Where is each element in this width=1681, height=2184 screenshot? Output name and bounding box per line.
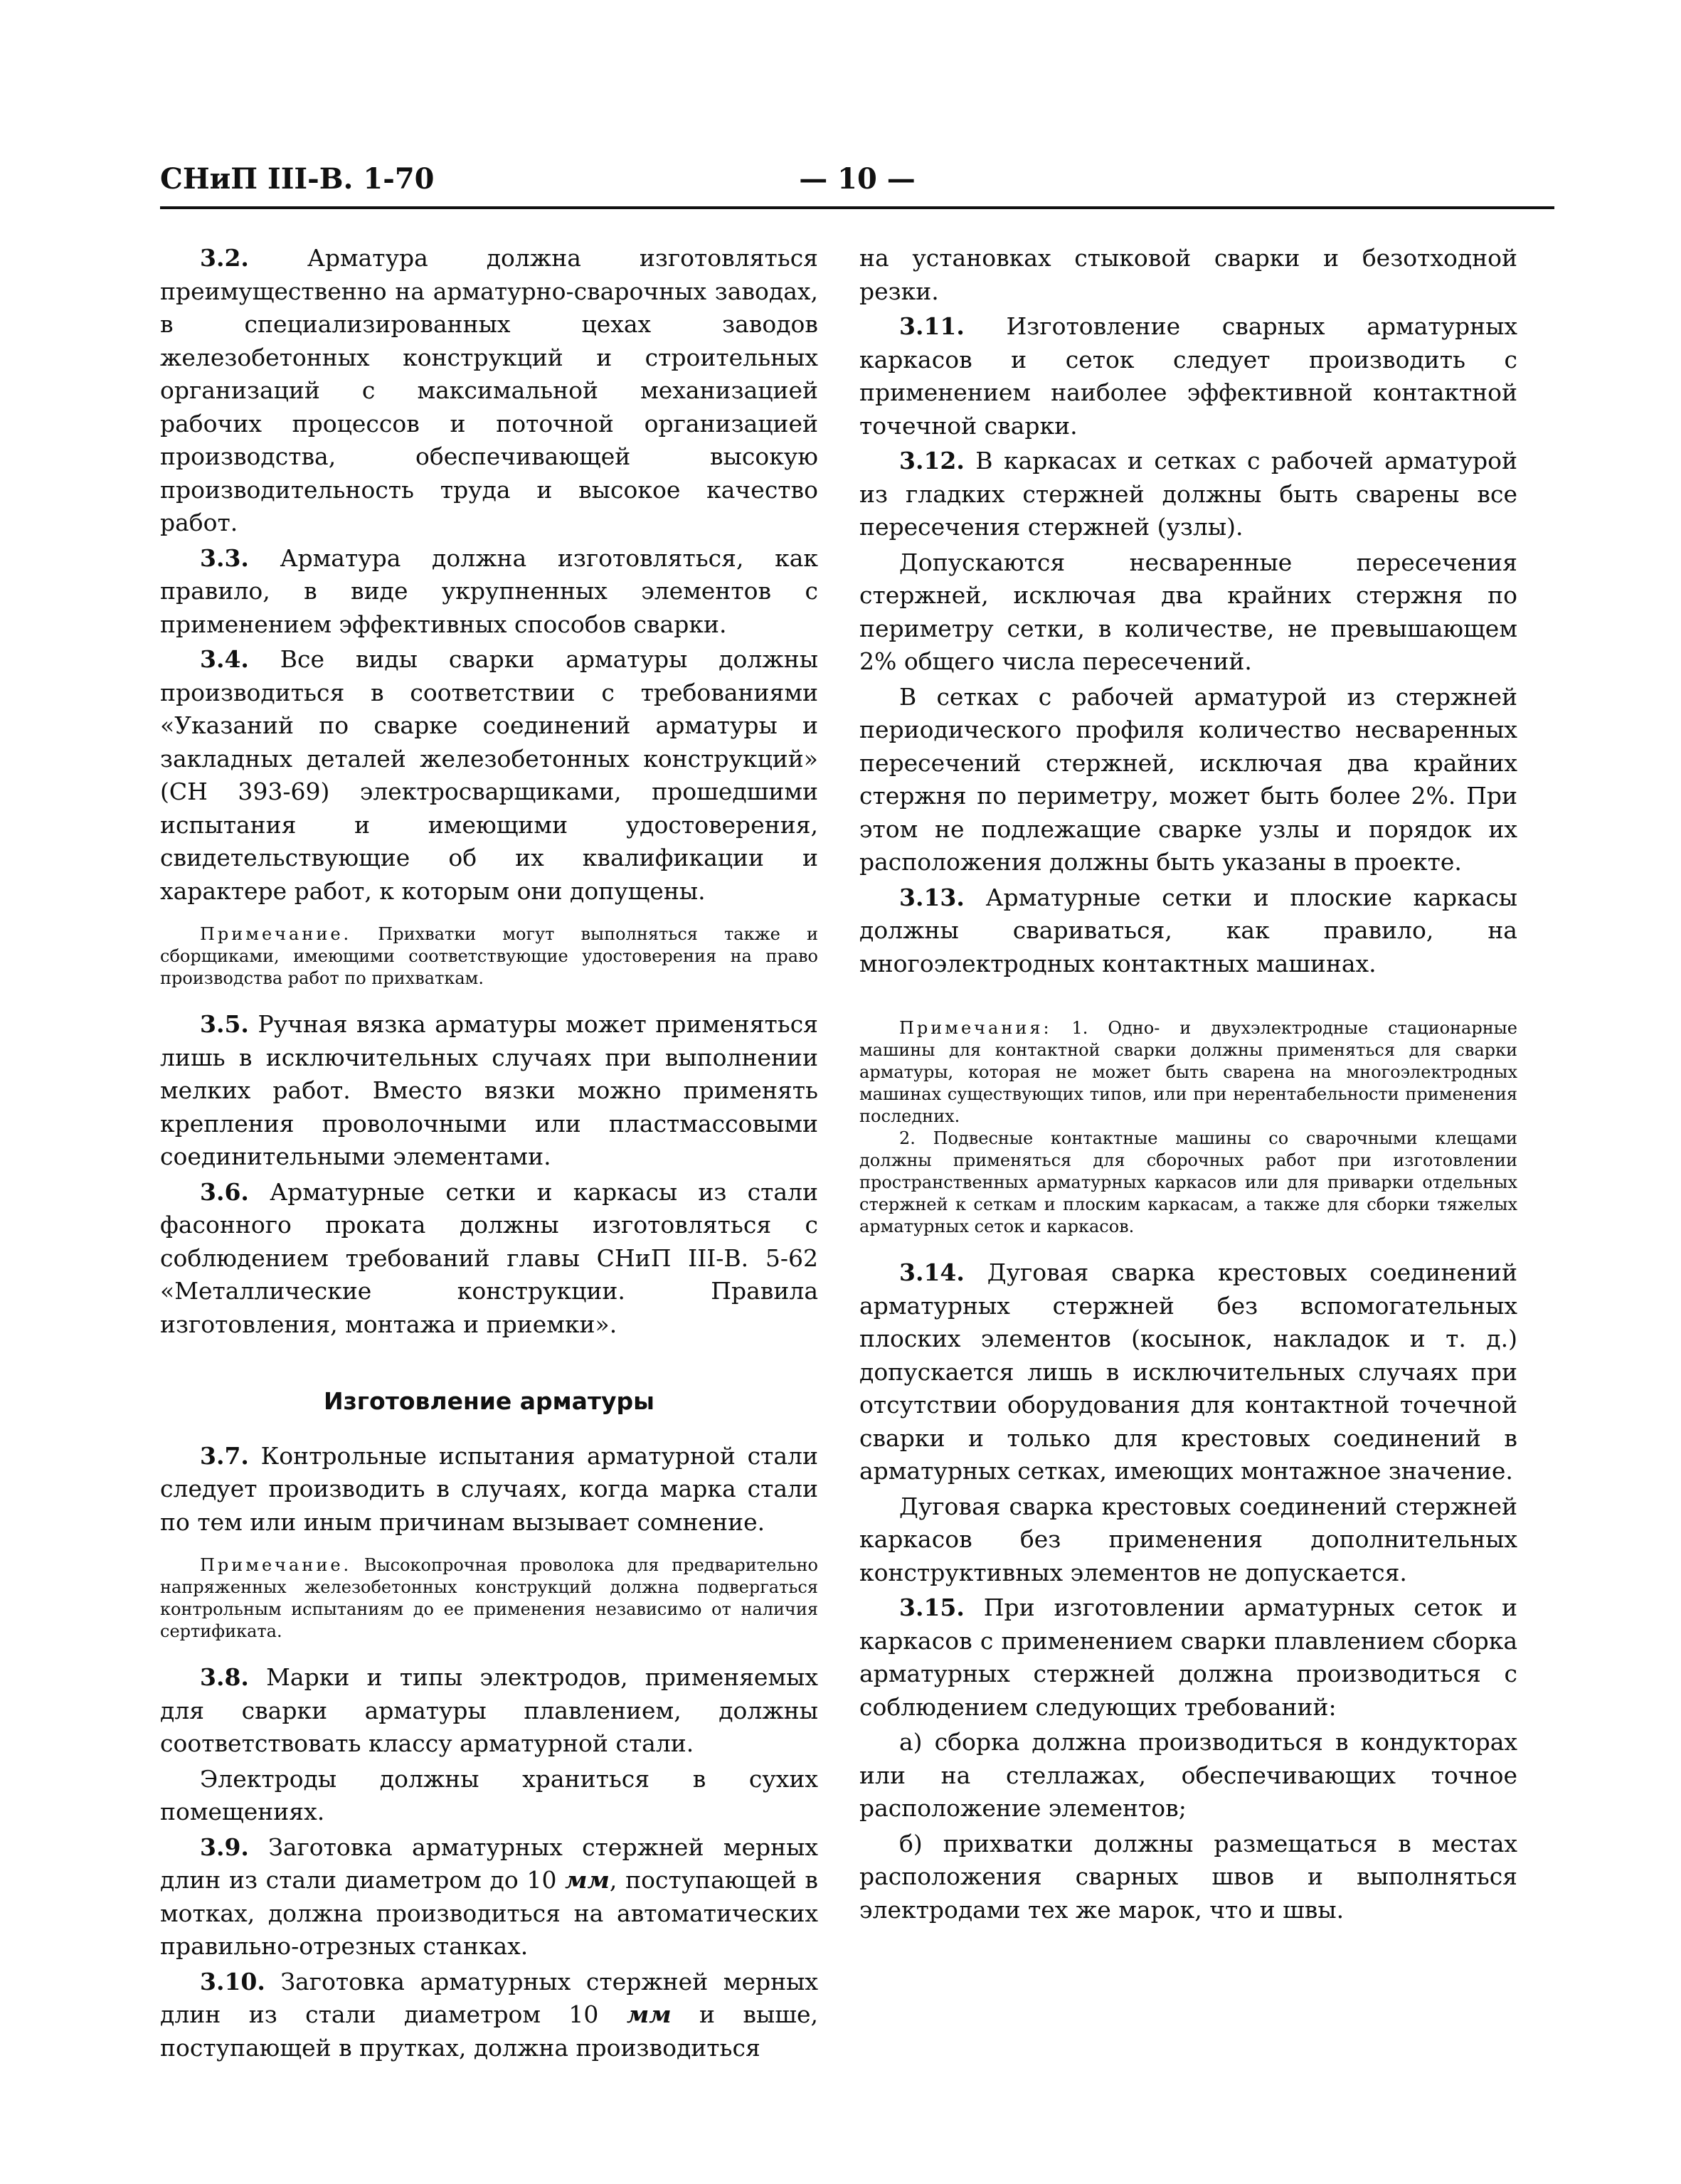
left-column — [160, 242, 818, 2064]
note-3-item-2: 2. Подвесные контактные машины со сварочными клещами должны применяться для сборочных работ при изготовлении пространственных арматурных каркасов или для приварки отдельных стержней к сеткам и плоским каркасам, а также для сборки тяжелых арматурных сеток и каркасов. — [859, 1128, 1517, 1236]
document-code: СНиП III-В. 1-70 — [160, 162, 435, 196]
clause-3-6: 3.6. Арматурные сетки и каркасы из стали фасонного проката должны изготовляться с соблюдением требований главы СНиП III-В. 5-62 «Металлические конструкции. Правила изготовления, монтажа и приемки». — [160, 1177, 818, 1338]
clause-3-12-allowed: Допускаются несваренные пересечения стержней, исключая два крайних стержня по периметру сетки, в количестве, не превышающем 2% общего числа пересечений. — [859, 548, 1517, 675]
page-header — [160, 162, 1554, 205]
clause-3-8-electrodes: Электроды должны храниться в сухих помещениях. — [160, 1764, 818, 1825]
clause-3-11: 3.11. Изготовление сварных арматурных каркасов и сеток следует производить с применением наиболее эффективной контактной точечной сварки. — [859, 312, 1517, 440]
clause-3-14-frames: Дуговая сварка крестовых соединений стержней каркасов без применения дополнительных конструктивных элементов не допускается. — [859, 1492, 1517, 1586]
note-label: Примечания: — [899, 1018, 1052, 1038]
note-label: Примечание. — [200, 924, 352, 944]
clause-3-4: 3.4. Все виды сварки арматуры должны производиться в соответствии с требованиями «Указаний по сварке соединений арматуры и закладных деталей железобетонных конструкций» (СН 393-69) электросварщиками, прошедшими испытания и имеющими удостоверения, свидетельствующие об их квалификации и характере работ, к которым они допущены. — [160, 645, 818, 905]
clause-3-13: 3.13. Арматурные сетки и плоские каркасы должны свариваться, как правило, на многоэлектродных контактных машинах. — [859, 883, 1517, 977]
clause-3-3: 3.3. Арматура должна изготовляться, как правило, в виде укрупненных элементов с применением эффективных способов сварки. — [160, 544, 818, 638]
clause-3-15-a: а) сборка должна производиться в кондукторах или на стеллажах, обеспечивающих точное расположение элементов; — [859, 1728, 1517, 1822]
page-number: — 10 — — [799, 162, 916, 196]
clause-3-7: 3.7. Контрольные испытания арматурной стали следует производить в случаях, когда марка стали по тем или иным причинам вызывает сомнение. — [160, 1441, 818, 1536]
clause-3-9: 3.9. Заготовка арматурных стержней мерных длин из стали диаметром до 10 мм, поступающей в мотках, должна производиться на автоматических правильно-отрезных станках. — [160, 1833, 819, 1960]
clause-3-10: 3.10. Заготовка арматурных стержней мерных длин из стали диаметром 10 мм и выше, поступающей в прутках, должна производиться — [160, 1967, 818, 2062]
clause-3-5: 3.5. Ручная вязка арматуры может применяться лишь в исключительных случаях при выполнении мелких работ. Вместо вязки можно применять крепления проволочными или пластмассовыми соединительными элементами. — [160, 1010, 818, 1170]
note-1: Примечание. Прихватки могут выполняться также и сборщиками, имеющими соответствующие удостоверения на право производства работ по прихваткам. — [160, 924, 818, 988]
header-rule — [160, 206, 1554, 209]
clause-3-12: 3.12. В каркасах и сетках с рабочей арматурой из гладких стержней должны быть сварены все пересечения стержней (узлы). — [859, 447, 1517, 541]
clause-3-15-b: б) прихватки должны размещаться в местах расположения сварных швов и выполняться электродами тех же марок, что и швы. — [859, 1829, 1517, 1924]
clause-3-15: 3.15. При изготовлении арматурных сеток и каркасов с применением сварки плавлением сборка арматурных стержней должна производиться с соблюдением следующих требований: — [859, 1594, 1517, 1721]
note-3: Примечания: 1. Одно- и двухэлектродные стационарные машины для контактной сварки должны применяться для сварки арматуры, которая не может быть сварена на многоэлектродных машинах существующих типов, или при нерентабельности применения последних. 2. Подвесные контактные машины со сварочными клещами должны применяться для сборочных работ при изготовлении пространственных арматурных каркасов или для приварки отдельных стержней к сеткам и плоским каркасам, а также для сборки тяжелых арматурных сеток и каркасов. — [859, 1018, 1517, 1236]
right-column — [859, 242, 1517, 1926]
clause-3-8: 3.8. Марки и типы электродов, применяемых для сварки арматуры плавлением, должны соответствовать классу арматурной стали. — [160, 1663, 818, 1757]
clause-3-14: 3.14. Дуговая сварка крестовых соединений арматурных стержней без вспомогательных плоских элементов (косынок, накладок и т. д.) допускается лишь в исключительных случаях при отсутствии оборудования для контактной точечной сварки и только для крестовых соединений в арматурных сетках, имеющих монтажное значение. — [859, 1258, 1517, 1485]
clause-3-12-periodic: В сетках с рабочей арматурой из стержней периодического профиля количество несваренных пересечений стержней, исключая два крайних стержня по периметру, может быть более 2%. При этом не подлежащие сварке узлы и порядок их расположения должны быть указаны в проекте. — [859, 682, 1517, 876]
clause-3-2: 3.2. Арматура должна изготовляться преимущественно на арматурно-сварочных заводах, в специализированных цехах заводов железобетонных конструкций и строительных организаций с максимальной механизацией рабочих процессов и поточной организацией производства, обеспечивающей высокую производительность труда и высокое качество работ. — [160, 244, 818, 536]
note-2: Примечание. Высокопрочная проволока для предварительно напряженных железобетонных конструкций должна подвергаться контрольным испытаниям до ее применения независимо от наличия сертификата. — [160, 1555, 818, 1641]
section-title: Изготовление арматуры — [324, 1387, 654, 1415]
note-label: Примечание. — [200, 1555, 352, 1575]
clause-3-10-continued: на установках стыковой сварки и безотходной резки. — [859, 244, 1517, 305]
